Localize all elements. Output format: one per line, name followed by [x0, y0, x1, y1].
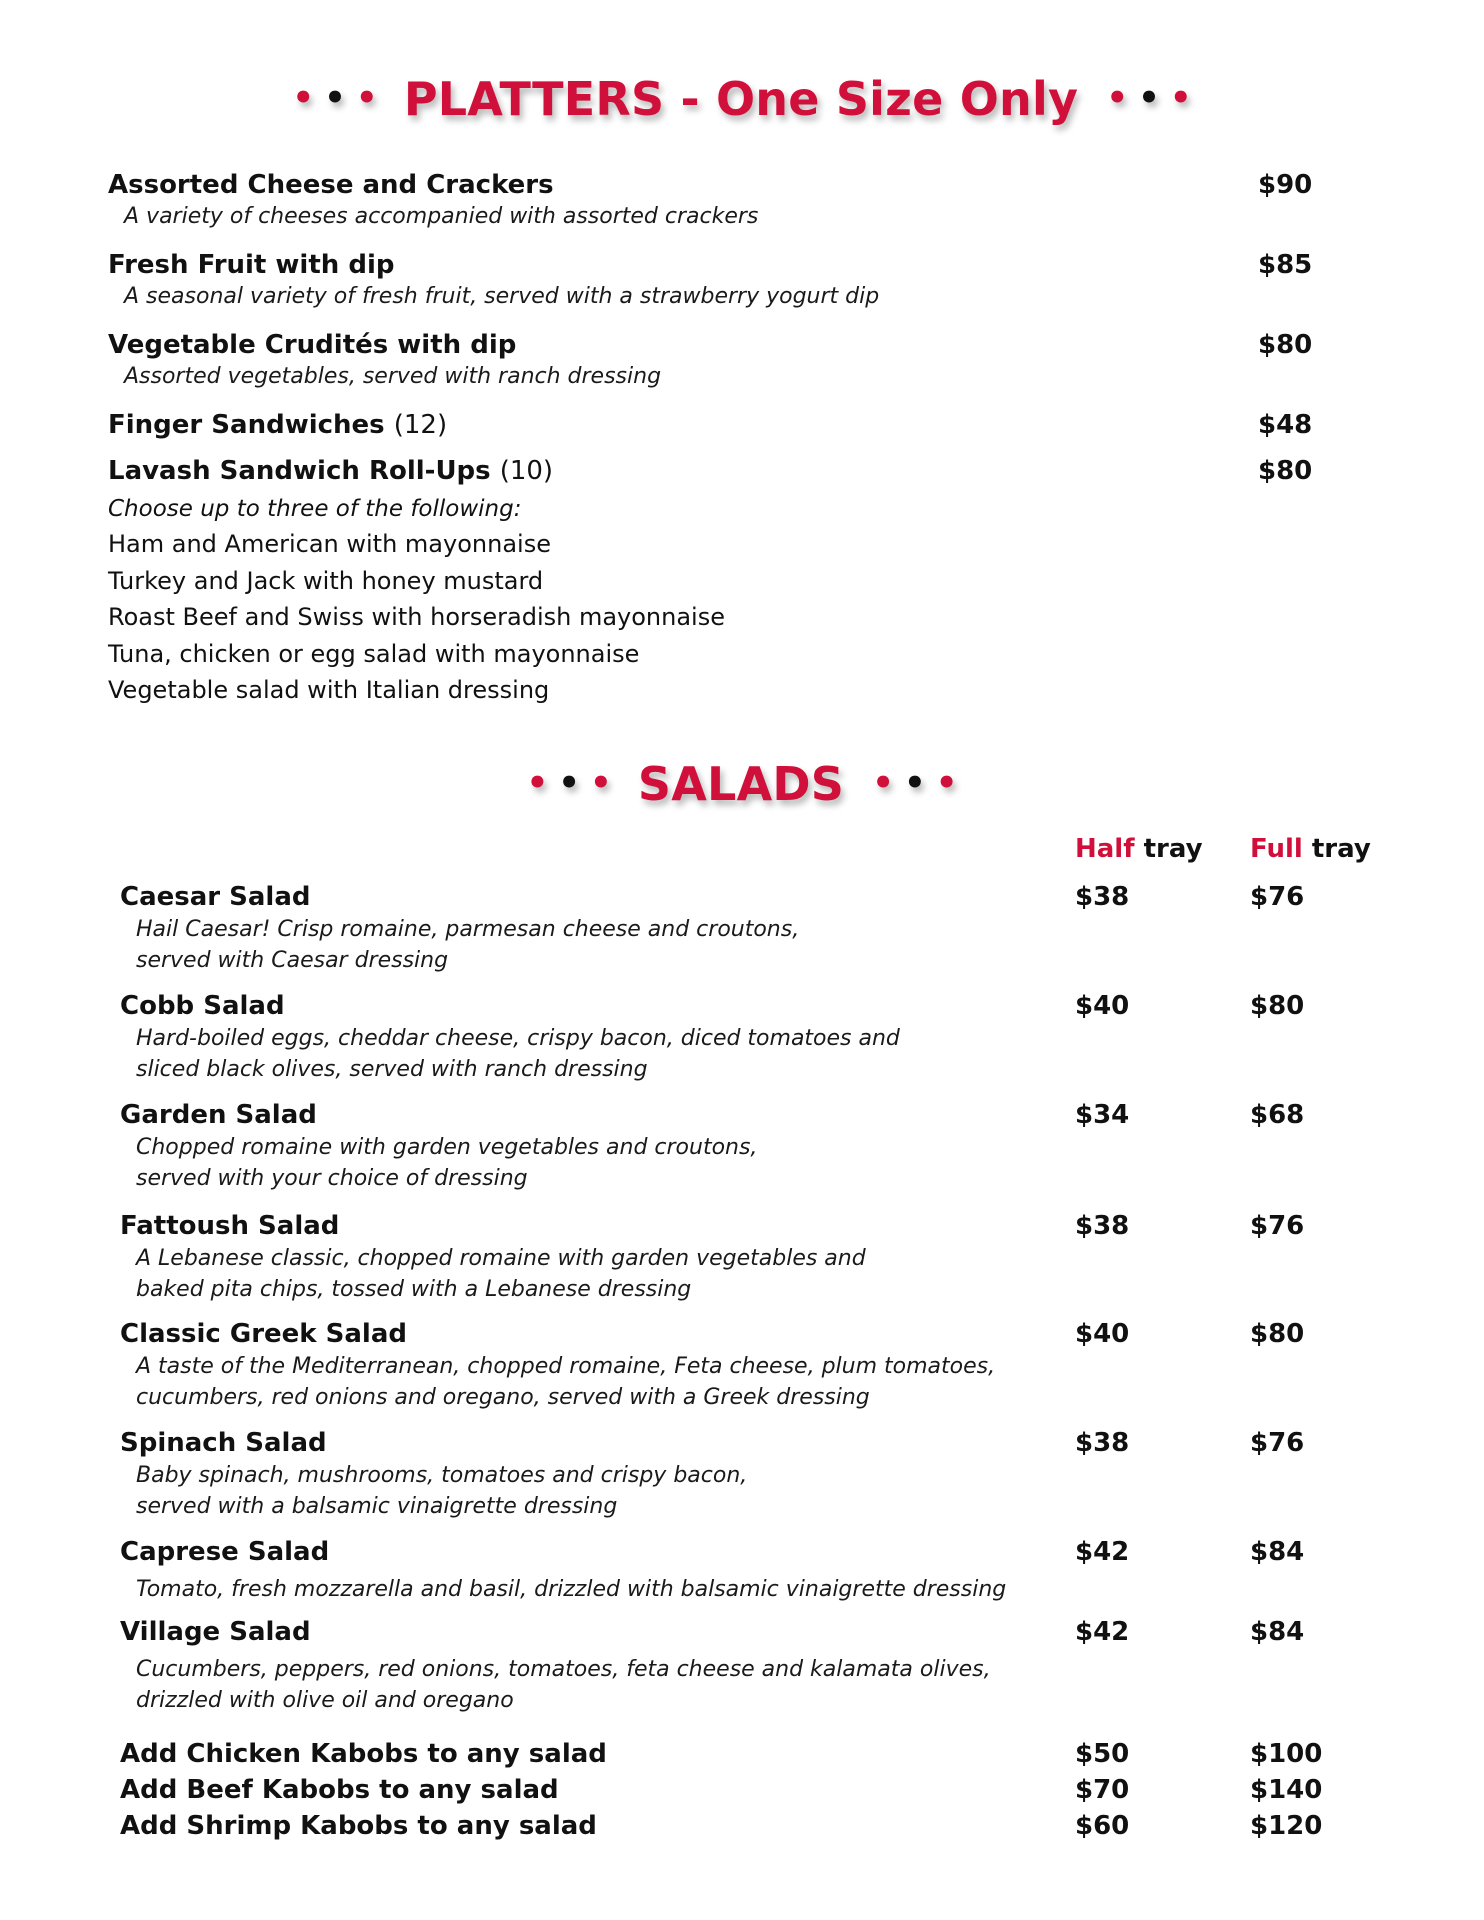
salad-description: Tomato, fresh mozzarella and basil, drizzled with balsamic vinaigrette dressing — [136, 1577, 1007, 1602]
salad-price-full: $76 — [1250, 1428, 1305, 1458]
salad-price-full: $76 — [1250, 882, 1305, 912]
heading-dots-right: • • • — [1106, 78, 1192, 118]
salad-price-half: $40 — [1075, 1319, 1130, 1349]
rollup-choice-intro: Choose up to three of the following: — [108, 496, 522, 522]
addon-name: Add Beef Kabobs to any salad — [120, 1775, 559, 1805]
platter-item-name: Lavash Sandwich Roll-Ups — [108, 456, 491, 486]
platter-item-price: $85 — [1258, 250, 1313, 280]
platter-item — [108, 409, 1358, 441]
salad-description: Cucumbers, peppers, red onions, tomatoes, feta cheese and kalamata olives, drizzled with olive oil and oregano — [136, 1657, 991, 1713]
salad-item — [120, 1616, 1380, 1716]
platters-heading-text: PLATTERS - One Size Only — [403, 72, 1079, 126]
salad-name: Garden Salad — [120, 1100, 317, 1130]
heading-dots-left: ••• — [292, 78, 388, 118]
platter-item-price: $80 — [1258, 456, 1313, 486]
salads-heading-text: SALADS — [637, 757, 845, 811]
platter-item-name-row — [108, 409, 1358, 441]
salad-description: Chopped romaine with garden vegetables and croutons, served with your choice of dressing — [136, 1135, 758, 1191]
salad-price-half: $40 — [1075, 991, 1130, 1021]
rollup-option: Turkey and Jack with honey mustard — [108, 566, 544, 595]
rollup-option: Ham and American with mayonnaise — [108, 530, 551, 558]
salad-price-full: $84 — [1250, 1537, 1305, 1567]
salad-name: Fattoush Salad — [120, 1211, 340, 1241]
platter-item-description: Assorted vegetables, served with ranch dressing — [124, 364, 662, 389]
platter-item-description: A variety of cheeses accompanied with assorted crackers — [124, 204, 759, 229]
salad-name: Caesar Salad — [120, 882, 311, 912]
platter-item-name: Vegetable Crudités with dip — [108, 330, 517, 360]
platter-item — [108, 169, 1358, 231]
platter-item-count: (12) — [393, 410, 448, 440]
salad-name: Caprese Salad — [120, 1537, 330, 1567]
addon-price-half: $70 — [1075, 1775, 1130, 1805]
salad-price-half: $34 — [1075, 1100, 1130, 1130]
platter-item-name: Fresh Fruit with dip — [108, 250, 395, 280]
salad-item — [120, 881, 1380, 976]
salad-item — [120, 1536, 1380, 1605]
salad-price-half: $42 — [1075, 1537, 1130, 1567]
salad-description: A taste of the Mediterranean, chopped romaine, Feta cheese, plum tomatoes, cucumbers, red onions and oregano, served with a Greek dressing — [136, 1354, 996, 1410]
salad-name: Village Salad — [120, 1617, 311, 1647]
salads-heading — [0, 757, 1484, 811]
addon-price-half: $50 — [1075, 1739, 1130, 1769]
addon-item — [120, 1774, 1380, 1806]
platter-item-description: A seasonal variety of fresh fruit, served with a strawberry yogurt dip — [124, 284, 880, 309]
platter-item — [108, 455, 1358, 487]
addon-name: Add Chicken Kabobs to any salad — [120, 1739, 607, 1769]
full-tray-header: Full tray — [1250, 834, 1371, 864]
addon-item — [120, 1810, 1380, 1842]
salad-price-full: $80 — [1250, 1319, 1305, 1349]
platter-item-price: $90 — [1258, 170, 1313, 200]
platter-item-count: (10) — [499, 456, 554, 486]
rollup-option: Roast Beef and Swiss with horseradish mayonnaise — [108, 603, 725, 631]
salad-item — [120, 1210, 1380, 1305]
platter-item-name-row — [108, 455, 1358, 487]
rollup-option: Vegetable salad with Italian dressing — [108, 676, 550, 704]
addon-price-half: $60 — [1075, 1811, 1130, 1841]
salad-description: Hail Caesar! Crisp romaine, parmesan cheese and croutons, served with Caesar dressing — [136, 917, 800, 973]
platter-item — [108, 249, 1358, 311]
platter-item-price: $48 — [1258, 410, 1313, 440]
platter-item-price: $80 — [1258, 330, 1313, 360]
salad-price-full: $80 — [1250, 991, 1305, 1021]
salad-price-half: $38 — [1075, 1211, 1130, 1241]
salad-item — [120, 990, 1380, 1085]
rollup-options-list — [108, 526, 725, 709]
salad-price-full: $68 — [1250, 1100, 1305, 1130]
salad-description: Hard-boiled eggs, cheddar cheese, crispy bacon, diced tomatoes and sliced black olives, served with ranch dressing — [136, 1026, 900, 1082]
salad-name: Spinach Salad — [120, 1428, 327, 1458]
heading-dots-left: ••• — [526, 763, 622, 803]
salad-price-full: $84 — [1250, 1617, 1305, 1647]
salad-name: Cobb Salad — [120, 991, 285, 1021]
salad-description: Baby spinach, mushrooms, tomatoes and crispy bacon, served with a balsamic vinaigrette dressing — [136, 1463, 748, 1519]
addon-price-full: $100 — [1250, 1739, 1323, 1769]
addon-price-full: $140 — [1250, 1775, 1323, 1805]
addon-name: Add Shrimp Kabobs to any salad — [120, 1811, 597, 1841]
salad-item — [120, 1099, 1380, 1194]
platter-item-name: Finger Sandwiches — [108, 410, 385, 440]
salad-name: Classic Greek Salad — [120, 1319, 407, 1349]
platters-heading — [0, 72, 1484, 126]
addon-item — [120, 1738, 1380, 1770]
salad-description: A Lebanese classic, chopped romaine with garden vegetables and baked pita chips, tossed with a Lebanese dressing — [136, 1246, 866, 1302]
salad-price-half: $38 — [1075, 882, 1130, 912]
salad-item — [120, 1318, 1380, 1413]
salad-price-half: $42 — [1075, 1617, 1130, 1647]
platter-item-name: Assorted Cheese and Crackers — [108, 170, 554, 200]
platter-item — [108, 329, 1358, 391]
salad-item — [120, 1427, 1380, 1522]
salad-price-full: $76 — [1250, 1211, 1305, 1241]
addon-price-full: $120 — [1250, 1811, 1323, 1841]
rollup-option: Tuna, chicken or egg salad with mayonnaise — [108, 639, 640, 668]
heading-dots-right: • • • — [872, 763, 958, 803]
half-tray-header: Half tray — [1075, 834, 1203, 864]
salad-price-half: $38 — [1075, 1428, 1130, 1458]
